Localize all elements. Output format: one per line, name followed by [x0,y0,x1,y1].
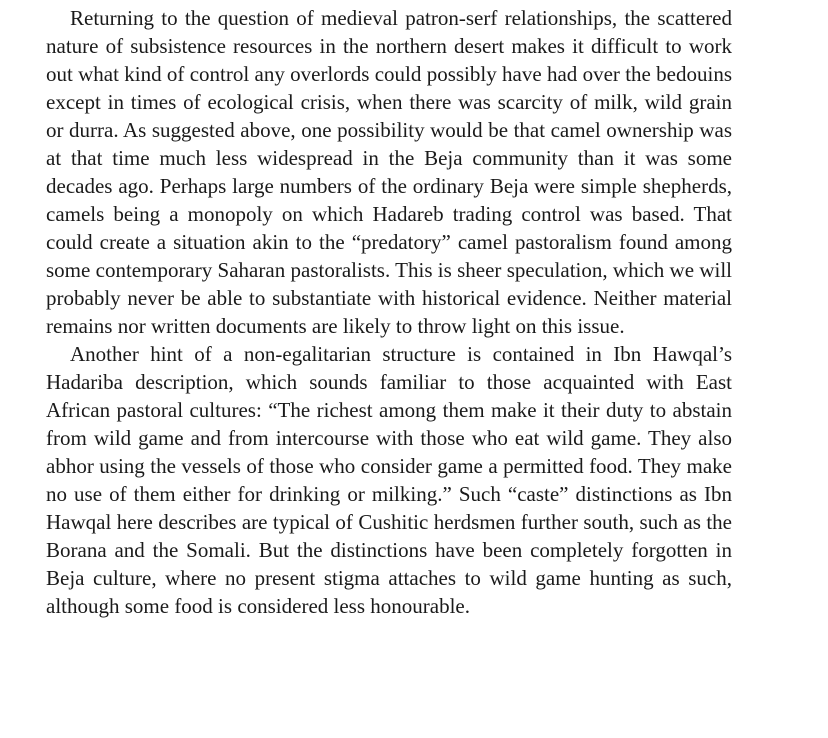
paragraph-patron-serf: Returning to the question of medieval patron-serf relationships, the scattered nature of subsistence resources in the northern desert makes it difficult to work out what kind of control any overlords could possibly have had over the bedouins except in times of ecological crisis, when there was scarcity of milk, wild grain or durra. As suggested above, one possibility would be that camel ownership was at that time much less widespread in the Beja community than it was some decades ago. Perhaps large numbers of the ordinary Beja were simple shepherds, camels being a monopoly on which Hadareb trading control was based. That could create a situation akin to the “predatory” camel pastoralism found among some contemporary Saharan pastoralists. This is sheer speculation, which we will probably never be able to substantiate with historical evidence. Neither material remains nor written documents are likely to throw light on this issue. [46,6,732,338]
document-page [46,4,732,620]
paragraph-caste-distinctions: Another hint of a non-egalitarian structure is contained in Ibn Hawqal’s Hadariba description, which sounds familiar to those acquainted with East African pastoral cultures: “The richest among them make it their duty to abstain from wild game and from intercourse with those who eat wild game. They also abhor using the vessels of those who consider game a permitted food. They make no use of them either for drinking or milking.” Such “caste” distinctions as Ibn Hawqal here describes are typical of Cushitic herdsmen further south, such as the Borana and the Somali. But the distinctions have been completely forgotten in Beja culture, where no present stigma attaches to wild game hunting as such, although some food is considered less honourable. [46,342,732,618]
